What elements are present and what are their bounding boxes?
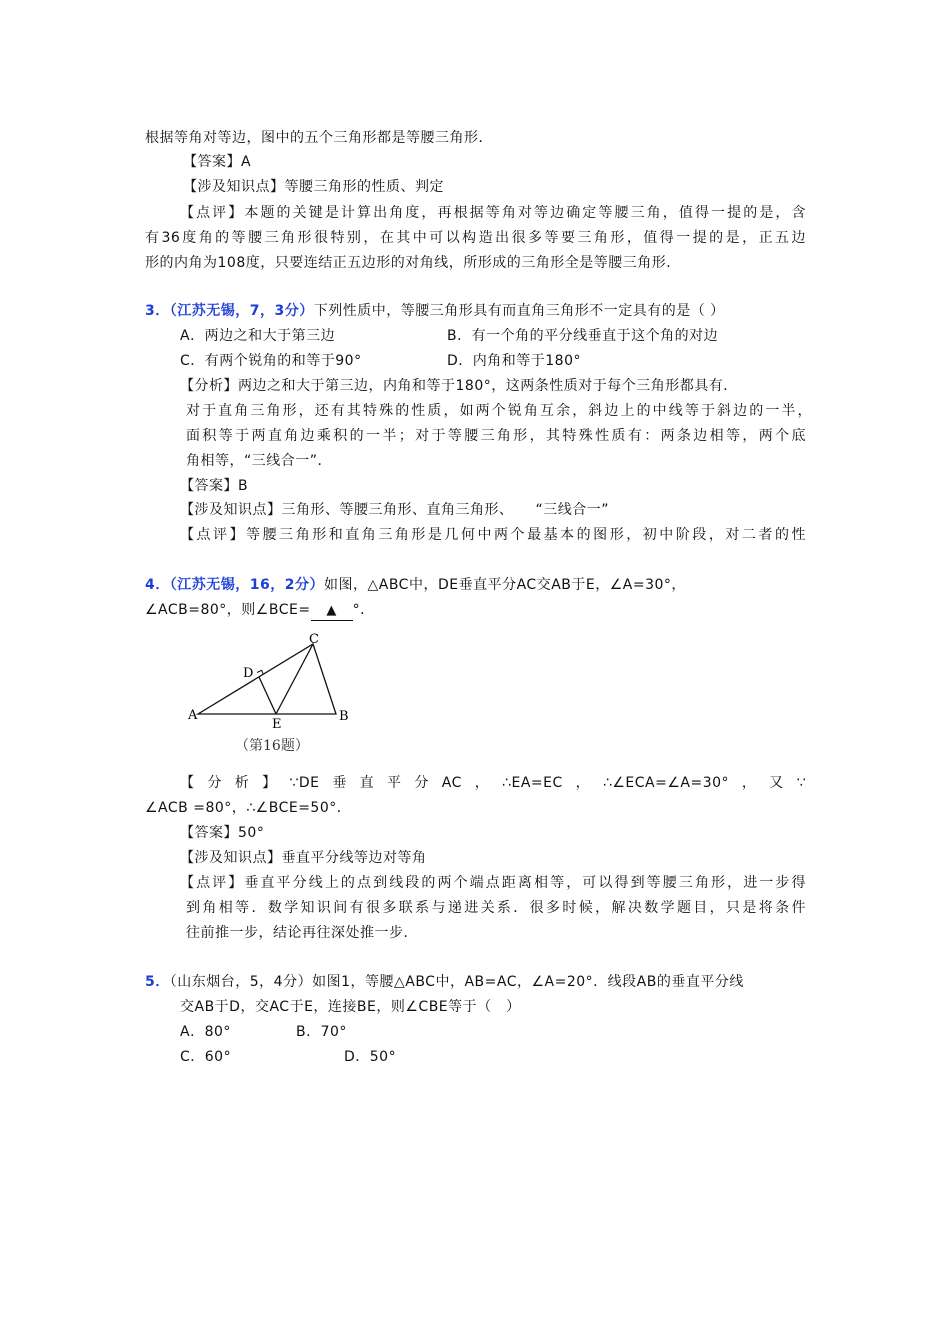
analysis-line: 面积等于两直角边乘积的一半；对于等腰三角形，其特殊性质有：两条边相等，两个底: [186, 428, 806, 444]
comment-line: 【点评】等腰三角形和直角三角形是几何中两个最基本的图形，初中阶段，对二者的性: [180, 527, 806, 543]
question-number: 3．: [145, 303, 170, 319]
question-text: °．: [352, 602, 375, 618]
option-c: C．有两个锐角的和等于90°: [180, 353, 362, 369]
option-b: B．70°: [296, 1024, 347, 1040]
question-5-stem: [145, 972, 744, 992]
comment-line: 【点评】本题的关键是计算出角度，再根据等角对等边确定等腰三角，值得一提的是，含: [180, 205, 806, 221]
question-text: 下列性质中，等腰三角形具有而直角三角形不一定具有的是（ ）: [313, 303, 725, 319]
right-angle-mark: [257, 670, 263, 674]
question-text: 如图，△ABC中，DE垂直平分AC交AB于E，∠A=30°，: [323, 577, 686, 593]
question-source: （江苏无锡，7，3分）: [169, 303, 314, 319]
triangle-figure: [180, 628, 370, 758]
question-source: （江苏无锡，16，2分）: [169, 577, 324, 593]
question-number: 4．: [145, 577, 170, 593]
text-line: 根据等角对等边，图中的五个三角形都是等腰三角形．: [145, 130, 493, 146]
answer: 【答案】A: [183, 154, 252, 170]
comment-line: 形的内角为108度，只要连结正五边形的对角线，所形成的三角形全是等腰三角形．: [145, 255, 681, 271]
label-e: E: [272, 717, 282, 732]
triangle-abc: [198, 644, 336, 714]
answer: 【答案】50°: [180, 825, 265, 841]
analysis-line: 【分析】∵DE垂直平分AC，∴EA=EC，∴∠ECA=∠A=30°，又∵: [180, 775, 806, 791]
question-3-stem: [145, 301, 725, 321]
option-c: C．60°: [180, 1049, 232, 1065]
comment-line: 有36度角的等腰三角形很特别，在其中可以构造出很多等要三角形，值得一提的是，正五边: [145, 230, 806, 246]
knowledge-point: 【涉及知识点】三角形、等腰三角形、直角三角形、 “三线合一”: [180, 502, 610, 518]
question-number: 5．: [145, 974, 170, 990]
option-b: B．有一个角的平分线垂直于这个角的对边: [447, 328, 719, 344]
comment-line: 往前推一步，结论再往深处推一步．: [186, 925, 418, 941]
label-c: C: [309, 632, 319, 647]
answer-blank: ▲: [311, 602, 353, 621]
option-a: A．80°: [180, 1024, 231, 1040]
segment-de: [259, 677, 276, 714]
question-4-stem-cont: [145, 600, 375, 621]
option-a: A．两边之和大于第三边: [180, 328, 336, 344]
option-d: D．50°: [344, 1049, 397, 1065]
label-b: B: [339, 709, 349, 724]
label-d: D: [243, 666, 254, 681]
question-source: （山东烟台，5，4分）: [169, 974, 313, 990]
question-4-stem: [145, 575, 686, 595]
analysis-line: 【分析】两边之和大于第三边，内角和等于180°，这两条性质对于每个三角形都具有．: [180, 378, 738, 394]
knowledge-point: 【涉及知识点】垂直平分线等边对等角: [180, 850, 427, 866]
analysis-line: 对于直角三角形，还有其特殊的性质，如两个锐角互余，斜边上的中线等于斜边的一半，: [186, 403, 812, 419]
question-text: ∠ACB=80°，则∠BCE=: [145, 602, 311, 618]
answer: 【答案】B: [180, 478, 249, 494]
figure-caption: （第16题）: [235, 738, 309, 754]
analysis-line: ∠ACB =80°，∴∠BCE=50°．: [145, 800, 352, 816]
comment-line: 【点评】垂直平分线上的点到线段的两个端点距离相等，可以得到等腰三角形，进一步得: [180, 875, 806, 891]
analysis-line: 角相等，“三线合一”．: [186, 453, 333, 469]
comment-line: 到角相等．数学知识间有很多联系与递进关系．很多时候，解决数学题目，只是将条件: [186, 900, 806, 916]
option-d: D．内角和等于180°: [447, 353, 582, 369]
knowledge-point: 【涉及知识点】等腰三角形的性质、判定: [183, 179, 444, 195]
question-text: 如图1，等腰△ABC中，AB=AC，∠A=20°．线段AB的垂直平分线: [312, 974, 744, 990]
label-a: A: [188, 708, 198, 723]
question-text: 交AB于D，交AC于E，连接BE，则∠CBE等于（ ）: [180, 999, 521, 1015]
